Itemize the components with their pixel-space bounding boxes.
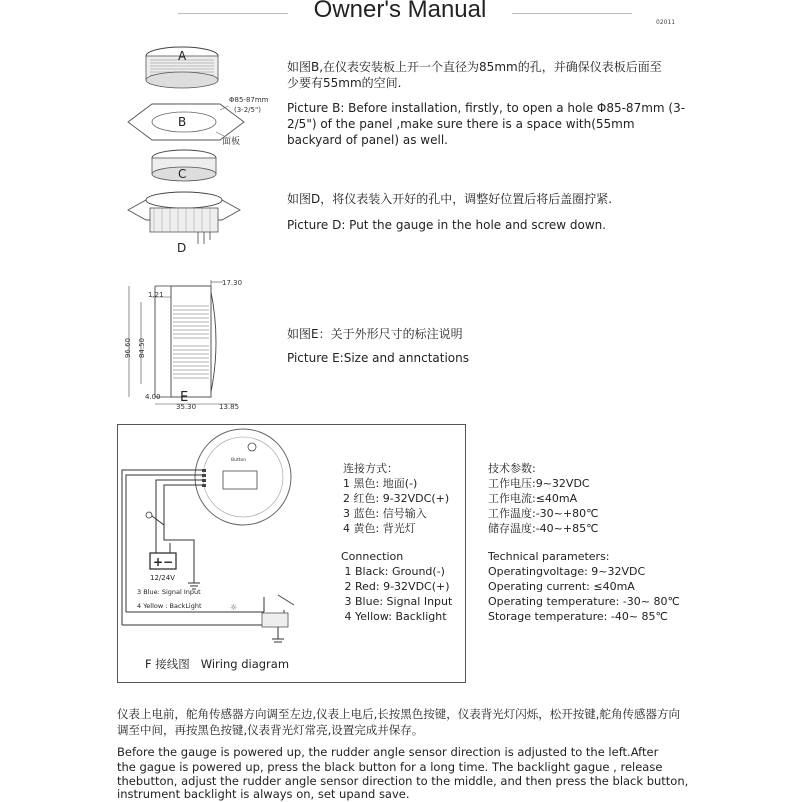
tech-en-4: Storage temperature: -40~ 85℃ [488,610,668,623]
fig-label-d: D [177,241,187,255]
wire3-label: 3 Blue: Signal Input [137,588,201,596]
connection-en-4: 4 Yellow: Backlight [341,610,447,623]
dim-84-50: 84.50 [138,337,147,359]
fig-label-c: C [178,167,187,181]
connection-zh-3: 3 蓝色: 信号输入 [343,507,427,520]
tech-zh-title: 技术参数: [488,462,536,475]
dim-13-85: 13.85 [219,403,240,411]
connection-en-3: 3 Blue: Signal Input [341,595,453,608]
tech-en-1: Operatingvoltage: 9~32VDC [488,565,646,578]
step-e-zh: 如图E：关于外形尺寸的标注说明 [287,327,463,341]
doc-code: 02011 [656,19,676,26]
backlight-symbol: ☼ [230,603,238,612]
connection-en-1: 1 Black: Ground(-) [341,565,445,578]
battery-voltage: 12/24V [150,574,175,582]
bottom-instructions-en-1: Before the gauge is powered up, the rudder angle sensor direction is adjusted to the left.After [117,745,659,759]
dim-1-21: 1.21 [148,291,164,299]
wire4-label: 4 Yellow : BackLight [137,602,202,610]
hole-dimension: Φ85-87mm [229,96,269,104]
page-title: Owner's Manual [313,0,487,23]
connection-en-2: 2 Red: 9-32VDC(+) [341,580,450,593]
bottom-instructions-en-2: the gague is powered up, press the black button for a long time. The backlight gague , release [117,760,663,774]
hole-inch: (3-2/5") [234,106,261,114]
bottom-instructions-zh: 仪表上电前，舵角传感器方向调至左边,仪表上电后,长按黑色按键，仪表背光灯闪烁，松开按键,舵角传感器方向调至中间，再按黑色按键,仪表背光灯常亮,设置完成并保存。 [117,707,680,737]
connection-zh-1: 1 黑色: 地面(-) [343,477,418,490]
tech-zh-4: 储存温度:-40~+85℃ [488,522,599,535]
fig-label-a: A [178,49,187,63]
connection-zh-2: 2 红色: 9-32VDC(+) [343,492,450,505]
tech-en-3: Operating temperature: -30~ 80℃ [488,595,680,608]
battery-polarity: +− [153,555,174,569]
bottom-instructions-en-4: instrument backlight is always on, set upand save. [117,787,410,801]
tech-en-2: Operating current: ≤40mA [488,580,635,593]
step-d-zh: 如图D，将仪表装入开好的孔中，调整好位置后将后盖圈拧紧. [287,192,613,206]
gauge-text: Button [231,458,247,463]
step-b-en: Picture B: Before installation, firstly, to open a hole Φ85-87mm (3-2/5") of the panel ,make sure there is a space with(55mm backyard of panel) as well. [287,101,686,147]
step-e-en: Picture E:Size and annctations [287,351,470,365]
tech-zh-1: 工作电压:9~32VDC [488,477,590,490]
dim-4-00: 4.00 [145,393,161,401]
dim-35-30: 35.30 [176,403,197,411]
fig-label-e: E [180,390,189,405]
installation-figure [120,40,280,260]
bottom-instructions-en-3: thebutton, adjust the rudder angle sensor direction to the middle, and then press the black button, [117,774,689,788]
panel-label: 面板 [222,137,241,147]
step-d-en: Picture D: Put the gauge in the hole and screw down. [287,218,607,232]
tech-zh-2: 工作电流:≤40mA [488,492,578,505]
tech-en-title: Technical parameters: [488,550,610,563]
tech-zh-3: 工作温度:-30~+80℃ [488,507,599,520]
connection-zh-title: 连接方式： [343,462,398,475]
wiring-caption: F 接线图 Wiring diagram [145,657,290,671]
step-b-zh: 如图B,在仪表安装板上开一个直径为85mm的孔，并确保仪表板后面至少要有55mm的空间. [287,60,662,90]
dim-96-60: 96.60 [124,337,133,359]
fig-label-b: B [178,115,187,129]
connection-zh-4: 4 黄色: 背光灯 [343,522,416,535]
dim-17-30: 17.30 [222,279,243,287]
connection-en-title: Connection [341,550,404,563]
